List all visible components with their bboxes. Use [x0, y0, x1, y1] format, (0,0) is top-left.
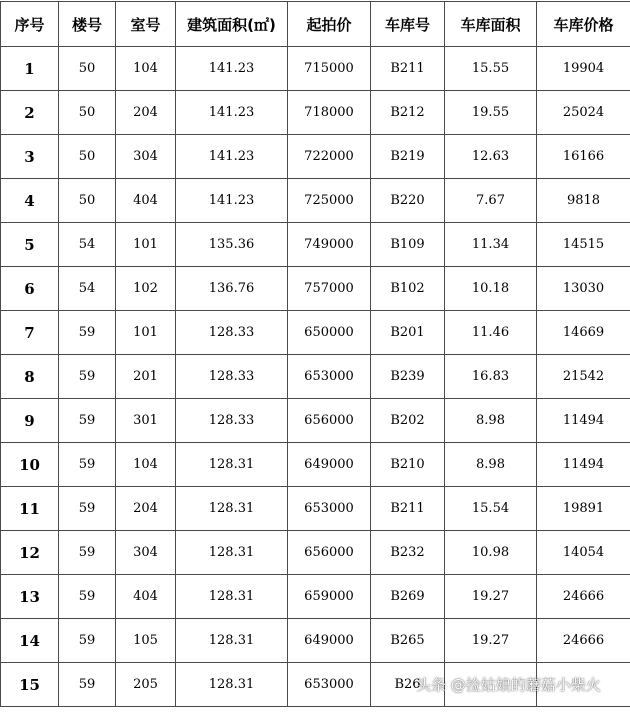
- cell-index: 10: [1, 443, 59, 487]
- cell-garage-area: 7.67: [445, 179, 537, 223]
- table-row: [1, 311, 630, 355]
- table-row: [1, 575, 630, 619]
- cell-area: 141.23: [176, 179, 288, 223]
- cell-room: 104: [116, 443, 176, 487]
- cell-garage-number: B26: [371, 663, 445, 707]
- cell-garage-price: 25024: [537, 91, 630, 135]
- cell-building: 59: [59, 399, 116, 443]
- cell-garage-number: B212: [371, 91, 445, 135]
- table-row: [1, 135, 630, 179]
- cell-starting-price: 653000: [288, 355, 371, 399]
- cell-room: 304: [116, 135, 176, 179]
- auction-table: [0, 1, 630, 707]
- cell-area: 141.23: [176, 91, 288, 135]
- cell-room: 101: [116, 223, 176, 267]
- cell-starting-price: 649000: [288, 619, 371, 663]
- cell-starting-price: 715000: [288, 47, 371, 91]
- cell-index: 15: [1, 663, 59, 707]
- cell-garage-number: B102: [371, 267, 445, 311]
- cell-area: 128.33: [176, 399, 288, 443]
- cell-area: 128.33: [176, 311, 288, 355]
- cell-index: 2: [1, 91, 59, 135]
- cell-room: 205: [116, 663, 176, 707]
- cell-room: 201: [116, 355, 176, 399]
- cell-area: 141.23: [176, 47, 288, 91]
- cell-garage-area: 10.98: [445, 531, 537, 575]
- cell-building: 54: [59, 267, 116, 311]
- header-building: 楼号: [59, 2, 116, 47]
- cell-building: 59: [59, 355, 116, 399]
- cell-garage-price: 19904: [537, 47, 630, 91]
- table-row: [1, 47, 630, 91]
- cell-building: 59: [59, 619, 116, 663]
- cell-area: 128.31: [176, 531, 288, 575]
- cell-garage-number: B269: [371, 575, 445, 619]
- cell-garage-number: B202: [371, 399, 445, 443]
- cell-building: 59: [59, 531, 116, 575]
- cell-garage-number: B220: [371, 179, 445, 223]
- cell-garage-area: 11.46: [445, 311, 537, 355]
- cell-building: 59: [59, 443, 116, 487]
- table-row: [1, 443, 630, 487]
- table-body: [1, 47, 630, 707]
- cell-room: 104: [116, 47, 176, 91]
- cell-garage-area: 15.55: [445, 47, 537, 91]
- cell-index: 4: [1, 179, 59, 223]
- cell-garage-price: 14669: [537, 311, 630, 355]
- cell-garage-number: B211: [371, 47, 445, 91]
- cell-room: 304: [116, 531, 176, 575]
- cell-index: 5: [1, 223, 59, 267]
- cell-garage-price: 11494: [537, 443, 630, 487]
- cell-starting-price: 757000: [288, 267, 371, 311]
- cell-garage-price: 24666: [537, 575, 630, 619]
- table-row: [1, 355, 630, 399]
- cell-garage-number: B219: [371, 135, 445, 179]
- cell-index: 11: [1, 487, 59, 531]
- cell-garage-price: 14515: [537, 223, 630, 267]
- cell-room: 105: [116, 619, 176, 663]
- cell-area: 128.31: [176, 487, 288, 531]
- cell-room: 301: [116, 399, 176, 443]
- cell-room: 404: [116, 179, 176, 223]
- cell-garage-area: 11.34: [445, 223, 537, 267]
- cell-area: 128.31: [176, 619, 288, 663]
- cell-building: 50: [59, 91, 116, 135]
- cell-room: 404: [116, 575, 176, 619]
- table-row: [1, 531, 630, 575]
- cell-index: 12: [1, 531, 59, 575]
- cell-garage-number: B201: [371, 311, 445, 355]
- cell-area: 128.31: [176, 575, 288, 619]
- header-garage-area: 车库面积: [445, 2, 537, 47]
- cell-index: 9: [1, 399, 59, 443]
- cell-room: 204: [116, 91, 176, 135]
- cell-area: 128.31: [176, 663, 288, 707]
- cell-garage-area: 19.27: [445, 619, 537, 663]
- cell-starting-price: 718000: [288, 91, 371, 135]
- cell-room: 101: [116, 311, 176, 355]
- cell-garage-area: 19.27: [445, 575, 537, 619]
- table-row: [1, 619, 630, 663]
- cell-index: 14: [1, 619, 59, 663]
- cell-starting-price: 649000: [288, 443, 371, 487]
- cell-starting-price: 653000: [288, 663, 371, 707]
- cell-garage-number: B232: [371, 531, 445, 575]
- cell-area: 128.31: [176, 443, 288, 487]
- table-row: [1, 223, 630, 267]
- cell-building: 50: [59, 135, 116, 179]
- cell-index: 1: [1, 47, 59, 91]
- header-starting-price: 起拍价: [288, 2, 371, 47]
- header-area: 建筑面积(㎡): [176, 2, 288, 47]
- cell-building: 59: [59, 487, 116, 531]
- cell-room: 102: [116, 267, 176, 311]
- cell-garage-area: 19.55: [445, 91, 537, 135]
- cell-garage-area: 16.83: [445, 355, 537, 399]
- cell-starting-price: 650000: [288, 311, 371, 355]
- cell-starting-price: 725000: [288, 179, 371, 223]
- cell-area: 135.36: [176, 223, 288, 267]
- cell-garage-price: 13030: [537, 267, 630, 311]
- cell-room: 204: [116, 487, 176, 531]
- cell-index: 7: [1, 311, 59, 355]
- table-row: [1, 91, 630, 135]
- cell-garage-area: 15.54: [445, 487, 537, 531]
- cell-garage-area: 8.98: [445, 399, 537, 443]
- cell-garage-price: 9818: [537, 179, 630, 223]
- cell-garage-price: 14054: [537, 531, 630, 575]
- header-room: 室号: [116, 2, 176, 47]
- header-row: [1, 2, 630, 47]
- cell-building: 59: [59, 575, 116, 619]
- cell-garage-price: 24666: [537, 619, 630, 663]
- cell-starting-price: 722000: [288, 135, 371, 179]
- table-row: [1, 179, 630, 223]
- cell-garage-area: 8.98: [445, 443, 537, 487]
- cell-area: 128.33: [176, 355, 288, 399]
- cell-building: 54: [59, 223, 116, 267]
- cell-index: 13: [1, 575, 59, 619]
- cell-building: 50: [59, 179, 116, 223]
- cell-area: 136.76: [176, 267, 288, 311]
- cell-garage-number: B265: [371, 619, 445, 663]
- cell-starting-price: 656000: [288, 531, 371, 575]
- cell-garage-price: 11494: [537, 399, 630, 443]
- table-row: [1, 399, 630, 443]
- cell-building: 50: [59, 47, 116, 91]
- header-garage-price: 车库价格: [537, 2, 630, 47]
- table-row: [1, 267, 630, 311]
- table-row: [1, 487, 630, 531]
- cell-garage-number: B109: [371, 223, 445, 267]
- cell-garage-area: 12.63: [445, 135, 537, 179]
- cell-index: 8: [1, 355, 59, 399]
- cell-garage-number: B239: [371, 355, 445, 399]
- cell-index: 3: [1, 135, 59, 179]
- cell-garage-price: 16166: [537, 135, 630, 179]
- cell-building: 59: [59, 663, 116, 707]
- cell-starting-price: 749000: [288, 223, 371, 267]
- cell-starting-price: 656000: [288, 399, 371, 443]
- cell-index: 6: [1, 267, 59, 311]
- header-index: 序号: [1, 2, 59, 47]
- cell-starting-price: 653000: [288, 487, 371, 531]
- cell-garage-price: 19891: [537, 487, 630, 531]
- header-garage-number: 车库号: [371, 2, 445, 47]
- cell-building: 59: [59, 311, 116, 355]
- cell-starting-price: 659000: [288, 575, 371, 619]
- cell-area: 141.23: [176, 135, 288, 179]
- cell-garage-number: B210: [371, 443, 445, 487]
- cell-garage-number: B211: [371, 487, 445, 531]
- cell-garage-price: 21542: [537, 355, 630, 399]
- cell-garage-area: 10.18: [445, 267, 537, 311]
- watermark: 头条 @捡姑娘的蘑菇小柴火: [416, 676, 601, 694]
